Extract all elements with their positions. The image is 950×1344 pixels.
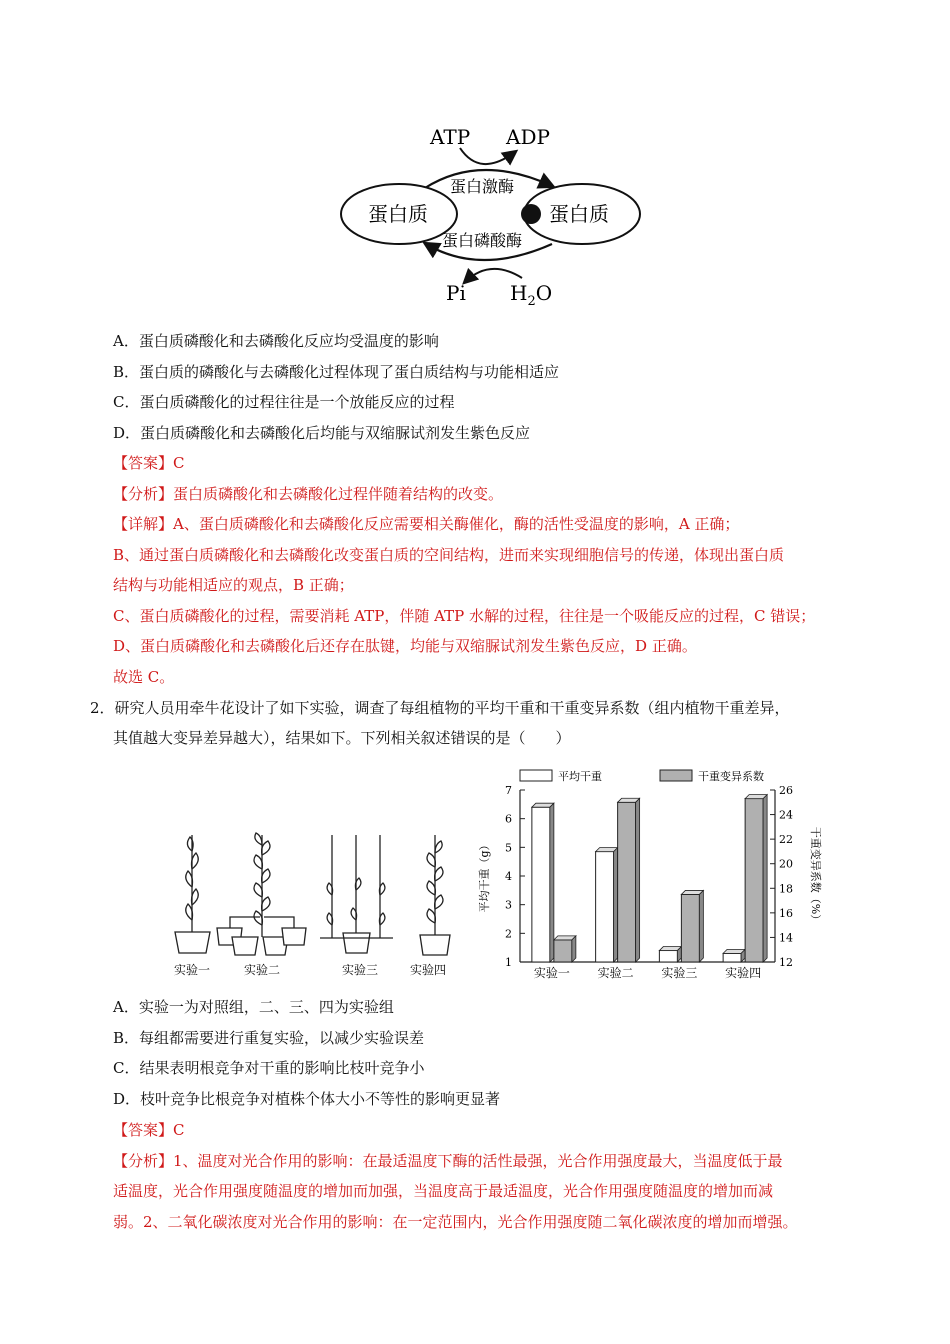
chart-bar-side (699, 890, 703, 962)
chart-bar-side (572, 936, 576, 962)
chart-right-tick-label: 16 (779, 906, 793, 920)
chart-right-tick-label: 12 (779, 956, 793, 969)
chart-bar (659, 951, 677, 962)
chart-legend-swatch (520, 770, 552, 781)
plant-experiment-illustration (160, 825, 460, 985)
q1-detail-4: C、蛋白质磷酸化的过程，需要消耗 ATP，伴随 ATP 水解的过程，往往是一个吸能反应的过程，C 错误； (113, 607, 816, 625)
chart-bar-side (636, 798, 640, 962)
chart-y-label: 平均干重（g） (478, 839, 491, 913)
q2-analysis-1: 【分析】1、温度对光合作用的影响：在最适温度下酶的活性最强，光合作用强度最大，当温度低于最 (113, 1152, 783, 1170)
atp-label: ATP (430, 125, 471, 149)
q1-answer-value: C (173, 454, 185, 472)
chart-right-tick-label: 26 (779, 784, 793, 797)
chart-right-tick-label: 20 (779, 857, 793, 871)
chart-right-tick-label: 18 (779, 882, 793, 896)
q1-detail-1: 【详解】A、蛋白质磷酸化和去磷酸化反应需要相关酶催化，酶的活性受温度的影响，A 正确； (113, 515, 740, 533)
q1-option-b: B．蛋白质的磷酸化与去磷酸化过程体现了蛋白质结构与功能相适应 (113, 363, 560, 381)
q2-option-d: D．枝叶竞争比根竞争对植株个体大小不等性的影响更显著 (113, 1090, 501, 1108)
chart-right-tick-label: 14 (779, 931, 793, 945)
q1-analysis: 【分析】蛋白质磷酸化和去磷酸化过程伴随着结构的改变。 (113, 485, 504, 503)
chart-bar (681, 894, 699, 962)
chart-right-tick-label: 24 (779, 808, 793, 822)
q2-analysis-2: 适温度，光合作用强度随温度的增加而加强，当温度高于最适温度，光合作用强度随温度的增加而减 (113, 1182, 774, 1200)
q2-option-b: B．每组都需要进行重复实验，以减少实验误差 (113, 1029, 425, 1047)
q1-detail-3: 结构与功能相适应的观点，B 正确； (113, 576, 354, 594)
q1-detail-6: 故选 C。 (113, 668, 175, 686)
q1-answer (113, 453, 185, 473)
phosphorylation-diagram (330, 118, 650, 313)
q1-option-d: D．蛋白质磷酸化和去磷酸化后均能与双缩脲试剂发生紫色反应 (113, 424, 531, 442)
protein-left-label: 蛋白质 (368, 202, 428, 226)
q1-option-c: C．蛋白质磷酸化的过程往往是一个放能反应的过程 (113, 393, 455, 411)
plant-pot-3 (320, 835, 393, 953)
chart-left-tick-label: 5 (505, 841, 512, 855)
chart-legend-swatch (660, 770, 692, 781)
chart-bar (745, 799, 763, 962)
plant-pot-2 (217, 833, 306, 955)
chart-category-label: 实验三 (661, 966, 698, 980)
chart-left-tick-label: 6 (505, 812, 512, 826)
q1-answer-tag: 【答案】 (113, 454, 174, 472)
chart-bar (554, 940, 572, 962)
plant-pot-1 (175, 835, 210, 953)
q2-stem-1: 2．研究人员用牵牛花设计了如下实验，调查了每组植物的平均干重和干重变异系数（组内植物干重差异， (90, 699, 790, 717)
chart-legend-label: 平均干重 (558, 770, 602, 783)
q1-detail-5: D、蛋白质磷酸化和去磷酸化后还存在肽键，均能与双缩脲试剂发生紫色反应，D 正确。 (113, 637, 697, 655)
q2-answer-tag: 【答案】 (113, 1121, 174, 1139)
q2-analysis-3: 弱。2、二氧化碳浓度对光合作用的影响：在一定范围内，光合作用强度随二氧化碳浓度的增加而增强。 (113, 1213, 798, 1231)
chart-left-tick-label: 3 (505, 898, 512, 912)
h2o-label: $H_2O$ (510, 281, 553, 309)
dry-weight-bar-chart (470, 762, 830, 987)
chart-bar (596, 852, 614, 962)
q1-detail-2: B、通过蛋白质磷酸化和去磷酸化改变蛋白质的空间结构，进而来实现细胞信号的传递，体现出蛋白质 (113, 546, 785, 564)
chart-left-tick-label: 4 (505, 870, 512, 883)
chart-legend-label: 干重变异系数 (698, 770, 764, 783)
chart-right-tick-label: 22 (779, 833, 793, 847)
q2-stem-2: 其值越大变异差异越大），结果如下。下列相关叙述错误的是（ ） (113, 729, 571, 747)
chart-category-label: 实验二 (597, 966, 634, 980)
chart-category-label: 实验一 (533, 966, 570, 980)
chart-bar (723, 953, 741, 962)
atp-adp-arrow (460, 148, 515, 164)
q1-option-a: A．蛋白质磷酸化和去磷酸化反应均受温度的影响 (113, 332, 439, 350)
phosphate-dot (521, 204, 541, 224)
plant-pot-4 (420, 835, 450, 955)
protein-right-label: 蛋白质 (549, 202, 609, 226)
chart-bar-side (763, 795, 767, 962)
plant-label-2: 实验二 (244, 963, 281, 977)
chart-left-tick-label: 1 (505, 956, 512, 969)
chart-bar (618, 802, 636, 962)
q2-option-c: C．结果表明根竞争对干重的影响比枝叶竞争小 (113, 1059, 425, 1077)
pi-label: Pi (446, 281, 466, 305)
plant-label-1: 实验一 (174, 963, 211, 977)
chart-bar-side (614, 848, 618, 962)
chart-bar (532, 807, 550, 962)
adp-label: ADP (506, 125, 550, 149)
q2-option-a: A．实验一为对照组，二、三、四为实验组 (113, 998, 394, 1016)
chart-left-tick-label: 2 (505, 927, 512, 941)
plant-label-4: 实验四 (410, 963, 447, 977)
plant-label-3: 实验三 (342, 963, 379, 977)
kinase-label: 蛋白激酶 (450, 177, 515, 196)
phosphatase-label: 蛋白磷酸酶 (442, 231, 523, 250)
q2-answer (113, 1120, 185, 1140)
chart-left-tick-label: 7 (505, 784, 512, 797)
chart-y2-label: 干重变异系数（%） (809, 826, 822, 926)
q2-answer-value: C (173, 1121, 185, 1139)
chart-bar-side (550, 803, 554, 962)
chart-category-label: 实验四 (725, 966, 762, 980)
